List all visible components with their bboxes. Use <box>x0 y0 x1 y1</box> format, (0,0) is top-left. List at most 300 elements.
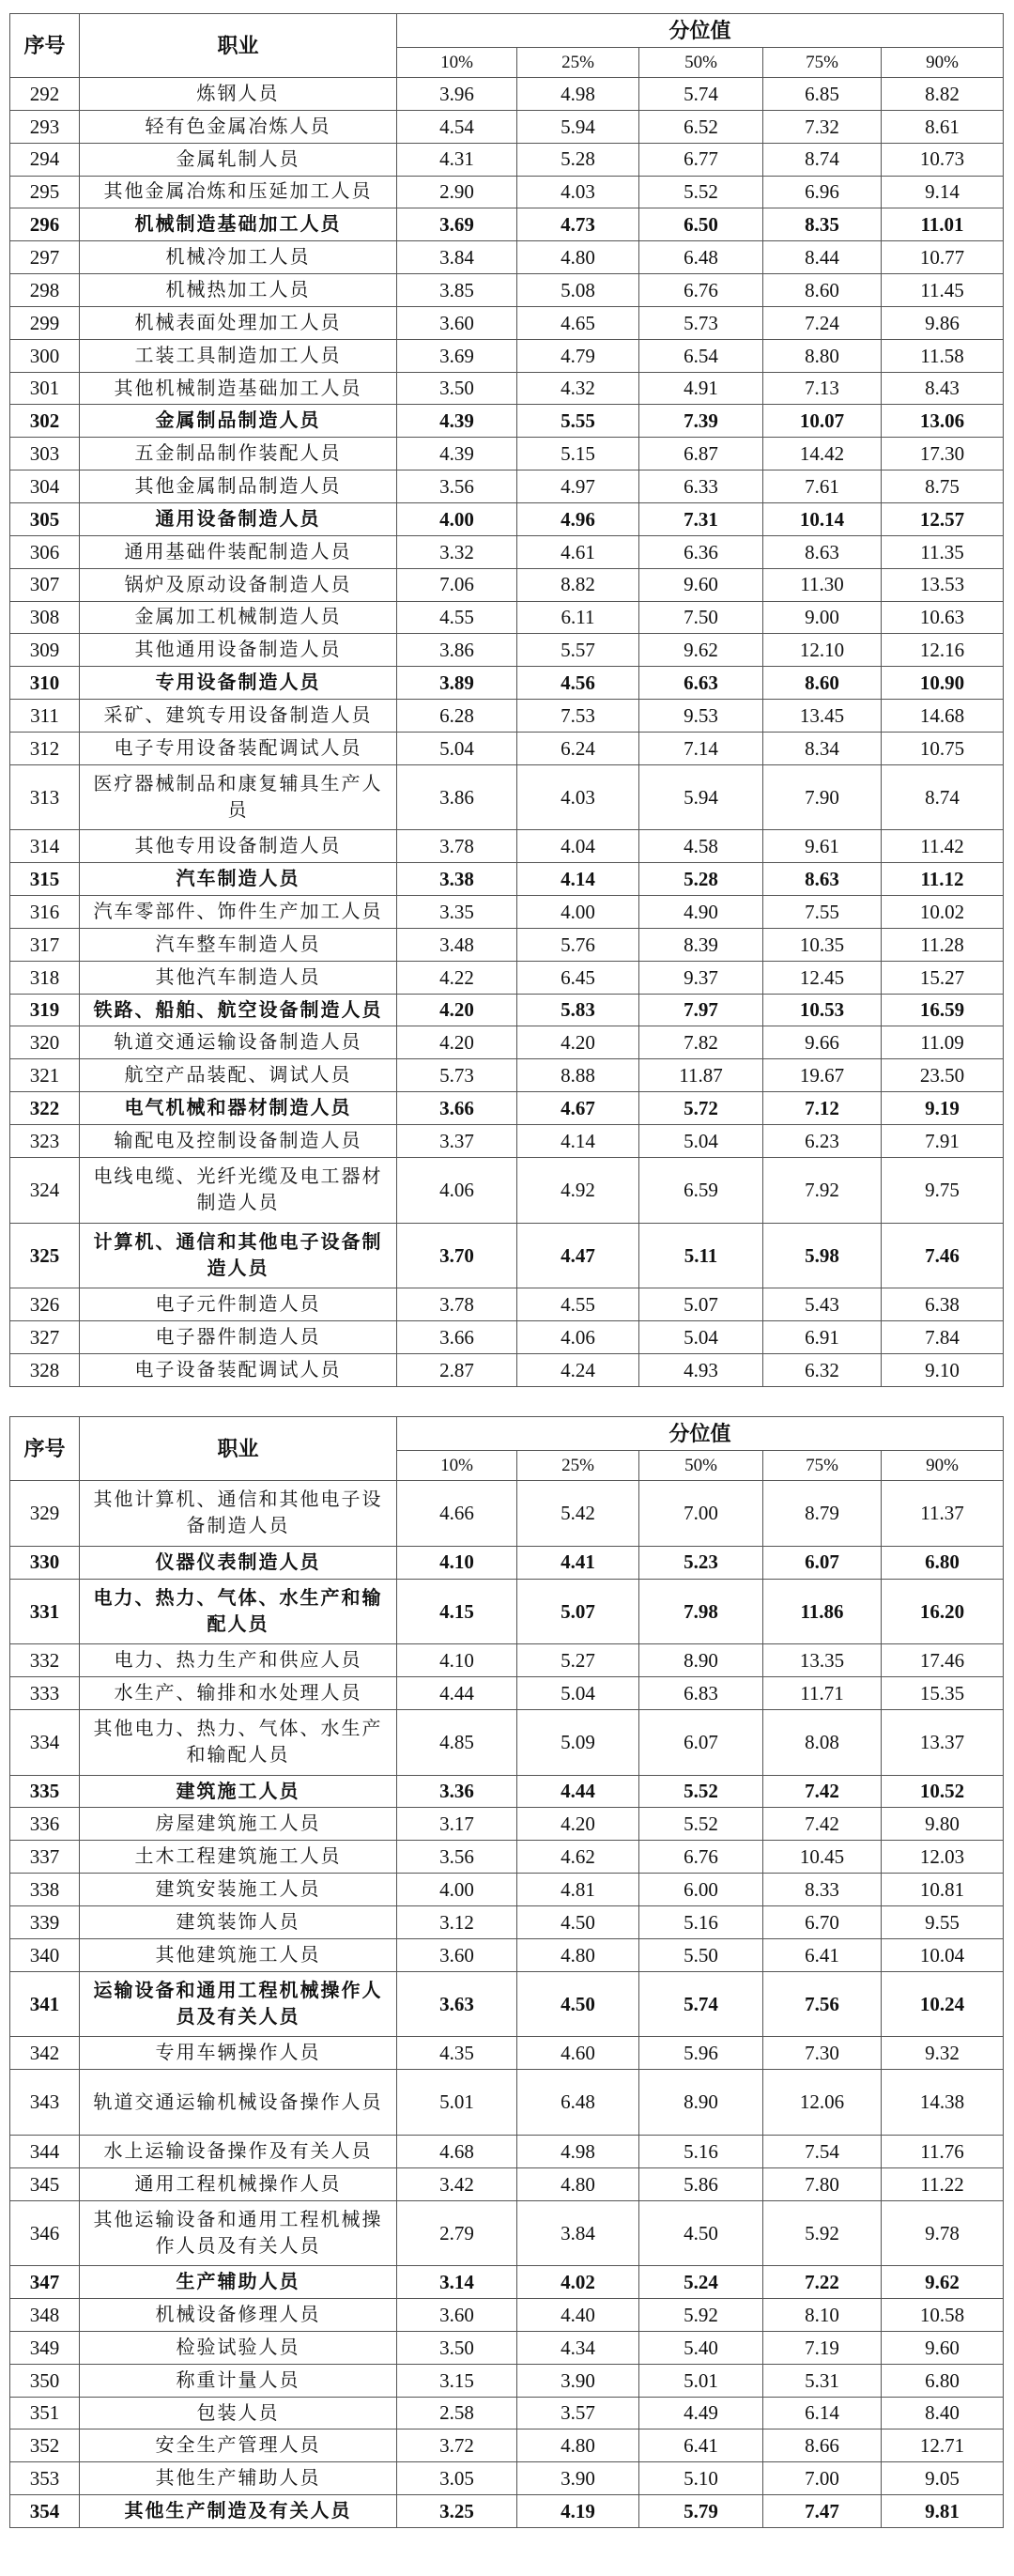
table-row <box>10 2429 1004 2462</box>
job-name: 轻有色金属冶炼人员 <box>80 110 397 143</box>
percentile-value: 11.12 <box>882 863 1004 896</box>
percentile-value: 19.67 <box>763 1059 882 1092</box>
seq-number: 332 <box>10 1644 80 1677</box>
percentile-value: 9.60 <box>882 2331 1004 2364</box>
seq-number: 325 <box>10 1223 80 1288</box>
percentile-value: 4.68 <box>397 2135 517 2167</box>
percentile-value: 7.12 <box>763 1092 882 1125</box>
percentile-value: 5.16 <box>639 1905 763 1938</box>
percentile-value: 8.40 <box>882 2397 1004 2429</box>
percentile-value: 7.31 <box>639 502 763 535</box>
percentile-value: 4.44 <box>397 1677 517 1710</box>
seq-number: 301 <box>10 372 80 405</box>
percentile-value: 5.74 <box>639 1971 763 2037</box>
percentile-value: 6.80 <box>882 1546 1004 1579</box>
percentile-value: 8.82 <box>517 568 639 601</box>
job-name: 通用基础件装配制造人员 <box>80 535 397 568</box>
header-row <box>10 14 1004 48</box>
percentile-value: 6.36 <box>639 535 763 568</box>
percentile-value: 10.81 <box>882 1874 1004 1906</box>
table-row <box>10 1874 1004 1906</box>
percentile-value: 3.25 <box>397 2495 517 2528</box>
percentile-value: 12.10 <box>763 634 882 667</box>
percentile-value: 4.80 <box>517 1938 639 1971</box>
percentile-value: 10.75 <box>882 732 1004 764</box>
percentile-value: 5.28 <box>639 863 763 896</box>
table-row <box>10 1092 1004 1125</box>
percentile-value: 4.80 <box>517 241 639 274</box>
percentile-value: 9.55 <box>882 1905 1004 1938</box>
job-name: 锅炉及原动设备制造人员 <box>80 568 397 601</box>
job-name: 建筑安装施工人员 <box>80 1874 397 1906</box>
percentile-value: 5.04 <box>517 1677 639 1710</box>
percentile-value: 3.15 <box>397 2364 517 2397</box>
seq-number: 316 <box>10 896 80 929</box>
percentile-value: 10.58 <box>882 2299 1004 2332</box>
percentile-header: 25% <box>517 48 639 78</box>
percentile-value: 5.43 <box>763 1288 882 1321</box>
seq-number: 338 <box>10 1874 80 1906</box>
percentile-value: 6.50 <box>639 208 763 241</box>
percentile-value: 15.27 <box>882 961 1004 994</box>
job-name: 机械制造基础加工人员 <box>80 208 397 241</box>
percentile-value: 5.23 <box>639 1546 763 1579</box>
percentile-value: 11.35 <box>882 535 1004 568</box>
percentile-value: 7.90 <box>763 764 882 830</box>
job-name: 采矿、建筑专用设备制造人员 <box>80 700 397 733</box>
seq-number: 308 <box>10 601 80 634</box>
percentile-value: 6.23 <box>763 1125 882 1158</box>
seq-number: 348 <box>10 2299 80 2332</box>
percentile-value: 11.76 <box>882 2135 1004 2167</box>
percentile-value: 9.78 <box>882 2200 1004 2266</box>
job-name: 其他电力、热力、气体、水生产和输配人员 <box>80 1709 397 1775</box>
percentile-value: 3.56 <box>397 470 517 503</box>
percentile-value: 5.52 <box>639 1775 763 1808</box>
percentile-value: 3.42 <box>397 2167 517 2200</box>
job-name: 其他运输设备和通用工程机械操作人员及有关人员 <box>80 2200 397 2266</box>
job-name: 汽车整车制造人员 <box>80 928 397 961</box>
percentile-value: 3.85 <box>397 274 517 307</box>
percentile-value: 6.28 <box>397 700 517 733</box>
table-row <box>10 2299 1004 2332</box>
table-row <box>10 535 1004 568</box>
percentile-value: 12.06 <box>763 2070 882 2136</box>
job-name: 五金制品制作装配人员 <box>80 438 397 470</box>
percentile-value: 3.90 <box>517 2364 639 2397</box>
percentile-header: 75% <box>763 48 882 78</box>
percentile-value: 5.72 <box>639 1092 763 1125</box>
percentile-value: 3.78 <box>397 1288 517 1321</box>
percentile-value: 9.19 <box>882 1092 1004 1125</box>
seq-number: 315 <box>10 863 80 896</box>
percentile-value: 5.92 <box>763 2200 882 2266</box>
percentile-value: 6.87 <box>639 438 763 470</box>
table-row <box>10 2037 1004 2070</box>
seq-header: 序号 <box>10 14 80 78</box>
seq-number: 329 <box>10 1481 80 1547</box>
job-name: 电力、热力生产和供应人员 <box>80 1644 397 1677</box>
percentile-value: 6.07 <box>639 1709 763 1775</box>
percentile-value: 3.86 <box>397 634 517 667</box>
percentile-value: 7.00 <box>763 2462 882 2495</box>
percentile-value: 4.19 <box>517 2495 639 2528</box>
percentile-value: 13.06 <box>882 405 1004 438</box>
percentile-value: 7.97 <box>639 994 763 1026</box>
percentile-value: 5.79 <box>639 2495 763 2528</box>
percentile-value: 2.58 <box>397 2397 517 2429</box>
percentile-value: 4.90 <box>639 896 763 929</box>
percentile-value: 3.50 <box>397 2331 517 2364</box>
percentile-value: 11.87 <box>639 1059 763 1092</box>
percentile-value: 8.90 <box>639 2070 763 2136</box>
percentile-value: 11.86 <box>763 1579 882 1644</box>
percentile-value: 6.63 <box>639 667 763 700</box>
percentile-value: 11.45 <box>882 274 1004 307</box>
table-row <box>10 1905 1004 1938</box>
percentile-value: 4.02 <box>517 2266 639 2299</box>
percentile-value: 4.49 <box>639 2397 763 2429</box>
job-name: 安全生产管理人员 <box>80 2429 397 2462</box>
percentile-value: 4.66 <box>397 1481 517 1547</box>
percentile-value: 4.35 <box>397 2037 517 2070</box>
percentile-value: 5.94 <box>517 110 639 143</box>
table-row <box>10 2135 1004 2167</box>
table-row <box>10 994 1004 1026</box>
percentile-value: 11.42 <box>882 830 1004 863</box>
percentile-value: 3.66 <box>397 1321 517 1354</box>
percentile-value: 4.55 <box>517 1288 639 1321</box>
percentile-value: 11.37 <box>882 1481 1004 1547</box>
job-name: 铁路、船舶、航空设备制造人员 <box>80 994 397 1026</box>
table-row <box>10 1644 1004 1677</box>
percentile-value: 7.00 <box>639 1481 763 1547</box>
percentile-header: 50% <box>639 48 763 78</box>
seq-number: 304 <box>10 470 80 503</box>
percentile-value: 8.80 <box>763 339 882 372</box>
percentile-value: 3.50 <box>397 372 517 405</box>
table-row <box>10 1808 1004 1841</box>
percentile-value: 6.38 <box>882 1288 1004 1321</box>
percentile-value: 4.60 <box>517 2037 639 2070</box>
job-name: 金属轧制人员 <box>80 143 397 176</box>
percentile-value: 7.24 <box>763 306 882 339</box>
percentile-value: 9.14 <box>882 176 1004 208</box>
percentile-value: 3.69 <box>397 339 517 372</box>
seq-number: 343 <box>10 2070 80 2136</box>
job-name: 汽车制造人员 <box>80 863 397 896</box>
job-name: 通用设备制造人员 <box>80 502 397 535</box>
seq-number: 322 <box>10 1092 80 1125</box>
job-name: 汽车零部件、饰件生产加工人员 <box>80 896 397 929</box>
percentile-value: 5.40 <box>639 2331 763 2364</box>
seq-number: 313 <box>10 764 80 830</box>
job-name: 土木工程建筑施工人员 <box>80 1841 397 1874</box>
percentile-value: 4.10 <box>397 1546 517 1579</box>
percentile-value: 5.98 <box>763 1223 882 1288</box>
percentile-value: 2.87 <box>397 1353 517 1386</box>
percentile-value: 4.00 <box>397 1874 517 1906</box>
table-row <box>10 2397 1004 2429</box>
percentile-value: 4.32 <box>517 372 639 405</box>
table-row <box>10 2266 1004 2299</box>
percentile-value: 7.50 <box>639 601 763 634</box>
job-name: 仪器仪表制造人员 <box>80 1546 397 1579</box>
percentile-header: 90% <box>882 1451 1004 1481</box>
job-name: 其他汽车制造人员 <box>80 961 397 994</box>
percentile-value: 3.96 <box>397 78 517 111</box>
percentile-value: 3.38 <box>397 863 517 896</box>
seq-number: 345 <box>10 2167 80 2200</box>
percentile-value: 4.55 <box>397 601 517 634</box>
percentile-value: 10.52 <box>882 1775 1004 1808</box>
percentile-value: 3.56 <box>397 1841 517 1874</box>
job-name: 机械冷加工人员 <box>80 241 397 274</box>
percentile-value: 7.84 <box>882 1321 1004 1354</box>
percentile-value: 9.32 <box>882 2037 1004 2070</box>
percentile-value: 7.91 <box>882 1125 1004 1158</box>
job-name: 电子元件制造人员 <box>80 1288 397 1321</box>
table-row <box>10 2070 1004 2136</box>
table-row <box>10 274 1004 307</box>
percentile-value: 7.80 <box>763 2167 882 2200</box>
percentile-value: 3.36 <box>397 1775 517 1808</box>
percentile-value: 3.60 <box>397 306 517 339</box>
percentile-value: 5.24 <box>639 2266 763 2299</box>
percentile-value: 3.32 <box>397 535 517 568</box>
percentile-value: 4.98 <box>517 2135 639 2167</box>
percentile-value: 5.28 <box>517 143 639 176</box>
job-name: 机械热加工人员 <box>80 274 397 307</box>
percentile-value: 5.73 <box>397 1059 517 1092</box>
percentile-value: 6.85 <box>763 78 882 111</box>
percentile-value: 8.60 <box>763 667 882 700</box>
table-row <box>10 2364 1004 2397</box>
percentile-value: 16.20 <box>882 1579 1004 1644</box>
percentile-value: 3.05 <box>397 2462 517 2495</box>
percentile-value: 17.30 <box>882 438 1004 470</box>
percentile-value: 5.10 <box>639 2462 763 2495</box>
percentile-value: 7.22 <box>763 2266 882 2299</box>
percentile-value: 13.53 <box>882 568 1004 601</box>
percentile-value: 5.01 <box>397 2070 517 2136</box>
table-row <box>10 1709 1004 1775</box>
percentile-value: 6.77 <box>639 143 763 176</box>
percentile-value: 2.90 <box>397 176 517 208</box>
percentile-value: 12.16 <box>882 634 1004 667</box>
job-name: 其他通用设备制造人员 <box>80 634 397 667</box>
seq-number: 351 <box>10 2397 80 2429</box>
percentile-value: 7.46 <box>882 1223 1004 1288</box>
percentile-value: 14.68 <box>882 700 1004 733</box>
percentile-value: 4.14 <box>517 863 639 896</box>
table-row <box>10 634 1004 667</box>
seq-number: 324 <box>10 1157 80 1223</box>
percentile-value: 10.77 <box>882 241 1004 274</box>
job-name: 包装人员 <box>80 2397 397 2429</box>
table-row <box>10 1938 1004 1971</box>
percentile-value: 4.79 <box>517 339 639 372</box>
percentile-value: 4.39 <box>397 405 517 438</box>
percentile-value: 5.08 <box>517 274 639 307</box>
percentile-value: 4.73 <box>517 208 639 241</box>
job-name: 轨道交通运输机械设备操作人员 <box>80 2070 397 2136</box>
table-row <box>10 405 1004 438</box>
percentile-value: 3.69 <box>397 208 517 241</box>
job-header: 职业 <box>80 14 397 78</box>
percentile-value: 4.39 <box>397 438 517 470</box>
percentile-table-1 <box>9 13 1004 1387</box>
seq-number: 314 <box>10 830 80 863</box>
percentile-value: 5.07 <box>517 1579 639 1644</box>
job-name: 轨道交通运输设备制造人员 <box>80 1026 397 1059</box>
percentile-value: 5.04 <box>639 1125 763 1158</box>
job-name: 金属加工机械制造人员 <box>80 601 397 634</box>
percentile-header: 90% <box>882 48 1004 78</box>
percentile-value: 4.93 <box>639 1353 763 1386</box>
job-name: 通用工程机械操作人员 <box>80 2167 397 2200</box>
table-row <box>10 339 1004 372</box>
percentile-value: 12.57 <box>882 502 1004 535</box>
percentile-value: 9.75 <box>882 1157 1004 1223</box>
job-name: 其他金属冶炼和压延加工人员 <box>80 176 397 208</box>
percentile-value: 3.14 <box>397 2266 517 2299</box>
percentile-value: 8.88 <box>517 1059 639 1092</box>
percentile-value: 10.53 <box>763 994 882 1026</box>
table-row <box>10 143 1004 176</box>
percentile-value: 4.20 <box>517 1808 639 1841</box>
percentile-value: 5.04 <box>397 732 517 764</box>
percentile-value: 4.34 <box>517 2331 639 2364</box>
table-row <box>10 1971 1004 2037</box>
percentile-value: 5.83 <box>517 994 639 1026</box>
percentile-value: 9.61 <box>763 830 882 863</box>
percentile-value: 4.41 <box>517 1546 639 1579</box>
percentile-value: 4.92 <box>517 1157 639 1223</box>
percentile-value: 4.56 <box>517 667 639 700</box>
percentile-value: 4.58 <box>639 830 763 863</box>
percentile-value: 15.35 <box>882 1677 1004 1710</box>
percentile-value: 6.48 <box>517 2070 639 2136</box>
percentile-value: 8.75 <box>882 470 1004 503</box>
percentile-value: 6.70 <box>763 1905 882 1938</box>
percentile-value: 7.55 <box>763 896 882 929</box>
percentile-value: 6.59 <box>639 1157 763 1223</box>
percentile-value: 3.84 <box>397 241 517 274</box>
percentile-value: 7.13 <box>763 372 882 405</box>
seq-number: 309 <box>10 634 80 667</box>
table-row <box>10 601 1004 634</box>
table-row <box>10 1579 1004 1644</box>
percentile-value: 4.00 <box>517 896 639 929</box>
job-name: 其他专用设备制造人员 <box>80 830 397 863</box>
percentile-value: 5.42 <box>517 1481 639 1547</box>
table-row <box>10 1481 1004 1547</box>
percentile-value: 5.27 <box>517 1644 639 1677</box>
table-row <box>10 1288 1004 1321</box>
job-name: 航空产品装配、调试人员 <box>80 1059 397 1092</box>
seq-number: 333 <box>10 1677 80 1710</box>
percentile-value: 6.00 <box>639 1874 763 1906</box>
percentile-value: 7.32 <box>763 110 882 143</box>
table-row <box>10 372 1004 405</box>
percentile-value: 3.35 <box>397 896 517 929</box>
percentile-value: 10.24 <box>882 1971 1004 2037</box>
seq-number: 353 <box>10 2462 80 2495</box>
percentile-header: 25% <box>517 1451 639 1481</box>
seq-number: 311 <box>10 700 80 733</box>
seq-number: 344 <box>10 2135 80 2167</box>
percentile-value: 5.96 <box>639 2037 763 2070</box>
percentile-value: 4.47 <box>517 1223 639 1288</box>
percentile-value: 9.53 <box>639 700 763 733</box>
percentile-value: 14.42 <box>763 438 882 470</box>
seq-number: 334 <box>10 1709 80 1775</box>
percentile-value: 7.42 <box>763 1808 882 1841</box>
percentile-value: 11.30 <box>763 568 882 601</box>
seq-number: 340 <box>10 1938 80 1971</box>
percentile-value: 23.50 <box>882 1059 1004 1092</box>
seq-number: 318 <box>10 961 80 994</box>
percentile-value: 7.98 <box>639 1579 763 1644</box>
percentile-value: 9.10 <box>882 1353 1004 1386</box>
percentile-value: 4.04 <box>517 830 639 863</box>
percentile-value: 9.62 <box>639 634 763 667</box>
percentile-value: 4.22 <box>397 961 517 994</box>
table-row <box>10 110 1004 143</box>
table-row <box>10 208 1004 241</box>
percentile-value: 6.45 <box>517 961 639 994</box>
table-row <box>10 2200 1004 2266</box>
percentile-value: 10.35 <box>763 928 882 961</box>
percentile-value: 10.14 <box>763 502 882 535</box>
table-row <box>10 1059 1004 1092</box>
percentile-value: 5.16 <box>639 2135 763 2167</box>
percentile-value: 5.57 <box>517 634 639 667</box>
percentile-group-header: 分位值 <box>397 14 1004 48</box>
seq-number: 346 <box>10 2200 80 2266</box>
percentile-value: 8.35 <box>763 208 882 241</box>
seq-number: 336 <box>10 1808 80 1841</box>
percentile-table-2 <box>9 1416 1004 2528</box>
percentile-value: 11.28 <box>882 928 1004 961</box>
job-name: 机械设备修理人员 <box>80 2299 397 2332</box>
percentile-value: 6.07 <box>763 1546 882 1579</box>
percentile-value: 3.57 <box>517 2397 639 2429</box>
table-row <box>10 306 1004 339</box>
percentile-value: 7.92 <box>763 1157 882 1223</box>
percentile-value: 8.10 <box>763 2299 882 2332</box>
percentile-value: 11.22 <box>882 2167 1004 2200</box>
seq-number: 302 <box>10 405 80 438</box>
job-name: 电线电缆、光纤光缆及电工器材制造人员 <box>80 1157 397 1223</box>
percentile-value: 4.03 <box>517 176 639 208</box>
percentile-value: 4.50 <box>517 1905 639 1938</box>
job-name: 炼钢人员 <box>80 78 397 111</box>
percentile-group-header: 分位值 <box>397 1417 1004 1451</box>
percentile-value: 3.84 <box>517 2200 639 2266</box>
percentile-value: 8.90 <box>639 1644 763 1677</box>
percentile-value: 8.79 <box>763 1481 882 1547</box>
job-name: 专用车辆操作人员 <box>80 2037 397 2070</box>
header-row <box>10 1417 1004 1451</box>
table-row <box>10 1677 1004 1710</box>
percentile-value: 4.91 <box>639 372 763 405</box>
percentile-value: 3.66 <box>397 1092 517 1125</box>
percentile-value: 6.14 <box>763 2397 882 2429</box>
percentile-value: 5.04 <box>639 1321 763 1354</box>
table-row <box>10 1026 1004 1059</box>
